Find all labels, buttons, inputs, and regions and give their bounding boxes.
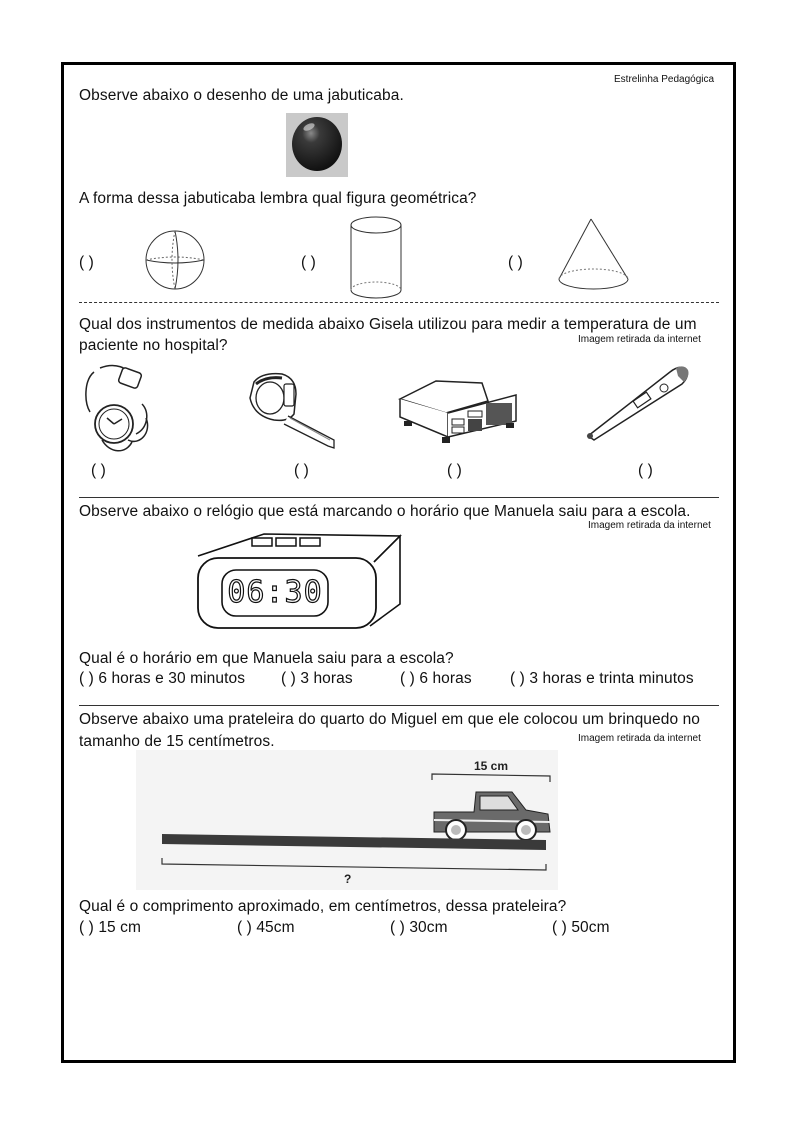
toy-length-label: 15 cm bbox=[474, 759, 509, 773]
q4-intro-line1: Observe abaixo uma prateleira do quarto do Miguel em que ele colocou um brinquedo no bbox=[79, 711, 701, 728]
q2-option-watch-checkbox[interactable]: ( ) bbox=[91, 462, 106, 479]
q3-option-2[interactable]: ( ) 3 horas bbox=[281, 670, 353, 687]
jabuticaba-image bbox=[286, 113, 348, 177]
q2-question-line1: Qual dos instrumentos de medida abaixo Gisela utilizou para medir a temperatura de um bbox=[79, 316, 697, 333]
cone-icon bbox=[554, 217, 634, 293]
weighing-scale-icon bbox=[396, 373, 522, 453]
section-divider bbox=[79, 705, 719, 706]
tape-measure-icon bbox=[248, 370, 340, 450]
q1-intro: Observe abaixo o desenho de uma jabuticaba. bbox=[79, 87, 404, 104]
q4-option-1[interactable]: ( ) 15 cm bbox=[79, 919, 142, 936]
alarm-clock-image bbox=[174, 526, 414, 638]
q2-option-thermometer-checkbox[interactable]: ( ) bbox=[638, 462, 653, 479]
q2-option-tape-checkbox[interactable]: ( ) bbox=[294, 462, 309, 479]
q4-option-3[interactable]: ( ) 30cm bbox=[390, 919, 448, 936]
image-credit: Imagem retirada da internet bbox=[588, 520, 711, 531]
clock-display: 06:30 bbox=[227, 575, 323, 610]
thermometer-icon bbox=[584, 362, 692, 444]
shelf-length-label: ? bbox=[344, 872, 352, 886]
wristwatch-icon bbox=[80, 362, 170, 457]
q3-option-1[interactable]: ( ) 6 horas e 30 minutos bbox=[79, 670, 246, 687]
sphere-icon bbox=[143, 228, 215, 292]
section-divider bbox=[79, 302, 719, 303]
image-credit: Imagem retirada da internet bbox=[578, 733, 701, 744]
q1-option-cylinder-checkbox[interactable]: ( ) bbox=[301, 254, 316, 271]
brand-label: Estrelinha Pedagógica bbox=[614, 74, 715, 85]
q3-option-3[interactable]: ( ) 6 horas bbox=[400, 670, 472, 687]
q4-option-2[interactable]: ( ) 45cm bbox=[237, 919, 295, 936]
q1-option-cone-checkbox[interactable]: ( ) bbox=[508, 254, 523, 271]
q1-option-sphere-checkbox[interactable]: ( ) bbox=[79, 254, 94, 271]
q2-question-line2: paciente no hospital? bbox=[79, 337, 228, 354]
image-credit: Imagem retirada da internet bbox=[578, 334, 701, 345]
q3-intro: Observe abaixo o relógio que está marcando o horário que Manuela saiu para a escola. bbox=[79, 503, 691, 520]
q2-option-scale-checkbox[interactable]: ( ) bbox=[447, 462, 462, 479]
shelf-image bbox=[136, 750, 558, 890]
cylinder-icon bbox=[349, 215, 405, 301]
q1-question: A forma dessa jabuticaba lembra qual figura geométrica? bbox=[79, 190, 477, 207]
q4-question: Qual é o comprimento aproximado, em centímetros, dessa prateleira? bbox=[79, 898, 567, 915]
q4-intro-line2: tamanho de 15 centímetros. bbox=[79, 733, 275, 750]
q3-option-4[interactable]: ( ) 3 horas e trinta minutos bbox=[510, 670, 694, 687]
toy-truck-icon bbox=[434, 792, 550, 840]
section-divider bbox=[79, 497, 719, 498]
q4-option-4[interactable]: ( ) 50cm bbox=[552, 919, 610, 936]
q3-question: Qual é o horário em que Manuela saiu para a escola? bbox=[79, 650, 454, 667]
